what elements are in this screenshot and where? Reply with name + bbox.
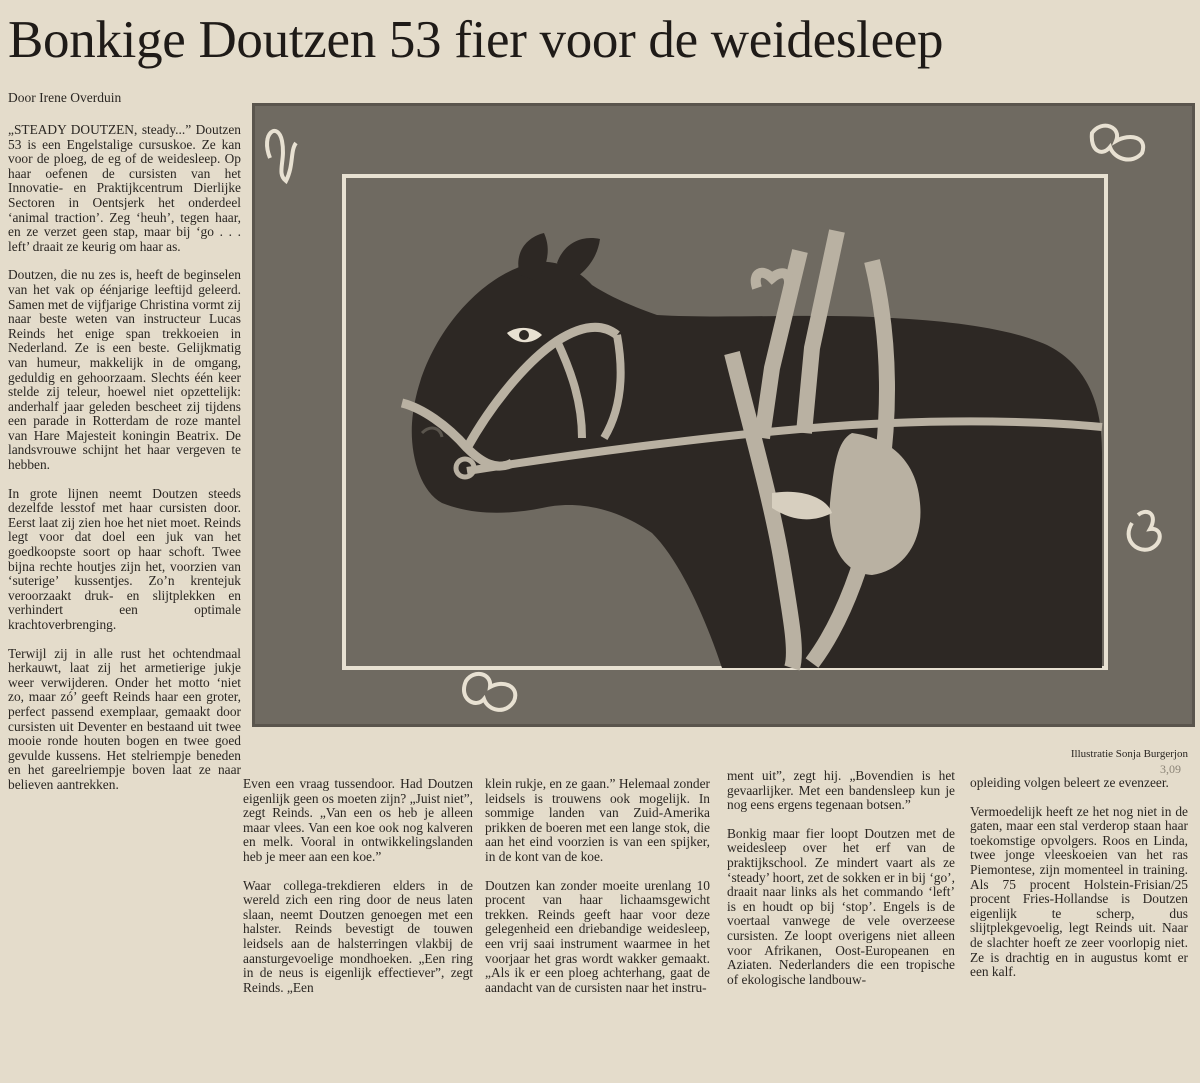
byline: Door Irene Overduin bbox=[8, 90, 122, 105]
paragraph: Waar collega-trekdieren elders in de wereld zich een ring door de neus laten slaan, neemt Doutzen genoegen met een halster. Reinds bevestigt de touwen leidsels aan de halsterringen vlakbij de aansturgevoelige mondhoeken. „Een ring in de neus is eigenlijk effectiever”, zegt Reinds. „Een bbox=[243, 877, 473, 995]
paragraph: opleiding volgen beleert ze evenzeer. bbox=[970, 775, 1169, 790]
illustration-credit: Illustratie Sonja Burgerjon bbox=[1070, 748, 1188, 760]
paragraph: Doutzen kan zonder moeite urenlang 10 procent van haar lichaamsgewicht trekken. Reinds geeft haar voor deze gelegenheid een driebandige weidesleep, een vrij saai instrument waarmee in het voorjaar het gras wordt wakker gemaakt. „Als ik er een ploeg achterhang, gaat de aandacht van de cursisten naar het instru- bbox=[485, 877, 710, 995]
paragraph: In grote lijnen neemt Doutzen steeds dezelfde lesstof met haar cursisten door. Eerst laat zij zien hoe het niet moet. Reinds legt voor dat doel een juk van het goedkoopste soort op haar schoft. Twee bijna rechte houtjes zijn het, voorzien van ‘suterige’ kussentjes. Zo’n krentejuk veroorzaakt druk- en slijtplekken en verhindert een optimale krachtoverbrenging. bbox=[8, 485, 241, 632]
paragraph: Vermoedelijk heeft ze het nog niet in de gaten, maar een stal verderop staan haar toekomstige opvolgers. Roos en Linda, twee jonge vleeskoeien van het ras Piemontese, zijn momenteel in training. Als 75 procent Holstein-Frisian/25 procent Fries-Hollandse is Doutzen eigenlijk te scherp, dus slijtplekgevoelig, legt Reinds uit. Naar de slachter hoeft ze zeer voorlopig niet. Ze is drachtig en in augustus komt er een kalf. bbox=[970, 803, 1188, 980]
article-column-2 bbox=[243, 777, 473, 995]
paragraph: Doutzen, die nu zes is, heeft de beginselen van het vak op éénjarige leeftijd geleerd. Samen met de vijfjarige Christina vormt zij naar beste weten van instructeur Lucas Reinds het enige span trekkoeien in Nederland. Ze is een beste. Gelijkmatig van humeur, makkelijk in de omgang, geduldig en gehoorzaam. Slechts één keer stelde zij teleur, hoewel niet opzettelijk: anderhalf jaar geleden bescheet zij tijdens een parade in Rotterdam de roze mantel van Hare Majesteit koningin Beatrix. De landsvrouwe schijnt het haar vergeven te hebben. bbox=[8, 267, 241, 473]
paragraph: Bonkig maar fier loopt Doutzen met de weidesleep over het erf van de praktijkschool. Ze mindert vaart als ze ‘steady’ hoort, zet de sokken er in bij ‘go’, draait naar links als het commando ‘left’ is en houdt op bij ‘stop’. Engels is de voertaal vanwege de vele overzeese cursisten. Ze loopt overigens niet alleen voor Afrikanen, Oost-Europeanen en Aziaten. Nederlanders die een tropische of ekologische landbouw- bbox=[727, 825, 955, 987]
paragraph: Even een vraag tussendoor. Had Doutzen eigenlijk geen os moeten zijn? „Juist niet”, zegt Reinds. „Van een os heb je alleen maar vlees. Van een koe ook nog kalveren en melk. Vooral in ontwikkelingslanden heb je meer aan een koe.” bbox=[243, 776, 473, 864]
bleed-through-text: 3,09 bbox=[1160, 762, 1181, 776]
paragraph: ment uit”, zegt hij. „Bovendien is het gevaarlijker. Met een bandensleep kun je nog eens ergens tegenaan botsen.” bbox=[727, 768, 955, 813]
paragraph: Terwijl zij in alle rust het ochtendmaal herkauwt, laat zij het armetierige jukje weer verwijderen. Onder het motto ‘niet zo, maar zó’ geeft Reinds haar een groter, perfect passend exemplaar, gemaakt door cursisten uit Deventer en bestaand uit twee mooie ronde houten bogen en twee goed gevulde kussens. Het stelriempje beneden en het gareelriempje boven laat ze naar believen aantrekken. bbox=[8, 645, 241, 792]
paragraph: klein rukje, en ze gaan.” Helemaal zonder leidsels is trouwens ook mogelijk. In sommige landen van Zuid-Amerika prikken de boeren met een lange stok, die aan het eind voorzien is van een spijker, in de kont van de koe. bbox=[485, 776, 710, 864]
cow-illustration bbox=[252, 103, 1195, 727]
article-column-3 bbox=[485, 777, 710, 995]
headline: Bonkige Doutzen 53 fier voor de weidesleep bbox=[8, 11, 944, 69]
paragraph: „STEADY DOUTZEN, steady...” Doutzen 53 is een Engelstalige cursuskoe. Ze kan voor de ploeg, de eg of de weidesleep. Op haar oefenen de cursisten van het Innovatie- en Praktijkcentrum Dierlijke Sectoren in Oentsjerk het onderdeel ‘animal traction’. Zeg ‘heuh’, tegen haar, en ze verzet geen stap, maar bij ‘go . . . left’ draait ze keurig om haar as. bbox=[8, 122, 241, 254]
article-column-1 bbox=[8, 123, 241, 793]
article-column-4 bbox=[727, 769, 955, 987]
article-column-5 bbox=[970, 776, 1188, 980]
